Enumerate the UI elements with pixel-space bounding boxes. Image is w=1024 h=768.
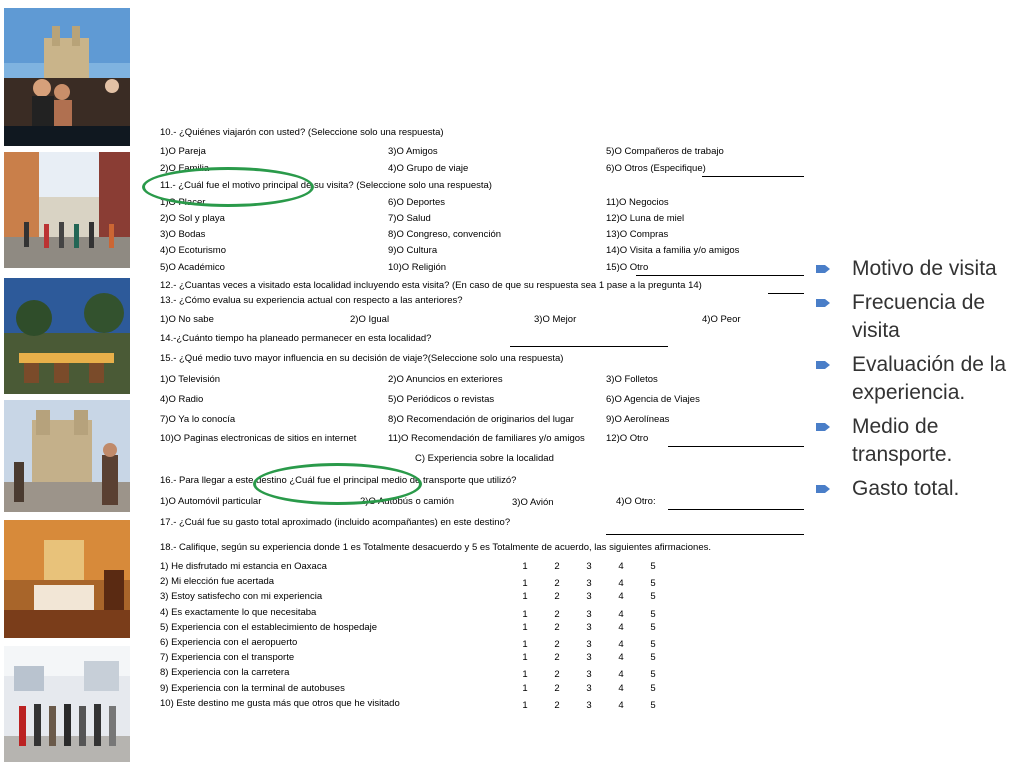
- rating-scale-value: 1: [522, 591, 528, 603]
- rating-row: [160, 682, 656, 695]
- rating-scale-value: 1: [522, 669, 528, 681]
- rating-scale-value: 5: [650, 639, 656, 650]
- rating-statement: 6) Experiencia con el aeropuerto: [160, 637, 298, 648]
- q11-option: 13)O Compras: [606, 229, 669, 240]
- q10-option: 1)O Pareja: [160, 146, 206, 157]
- rating-statement: 3) Estoy satisfecho con mi experiencia: [160, 591, 323, 603]
- q10-option: 3)O Amigos: [388, 146, 438, 157]
- q17-answer-line: [606, 534, 804, 535]
- q15-option: 2)O Anuncios en exteriores: [388, 374, 503, 385]
- rating-scale-value: 1: [522, 699, 528, 711]
- rating-scale-value: 2: [554, 682, 560, 694]
- rating-scale-value: 4: [618, 591, 624, 603]
- rating-scale-value: 4: [618, 699, 624, 711]
- q15-option: 1)O Televisión: [160, 374, 221, 385]
- rating-scale-value: 1: [522, 578, 528, 590]
- arrow-bullet-icon: [816, 360, 830, 370]
- q16-answer-line: [668, 509, 804, 510]
- photo-cathedral-plaza: [4, 8, 130, 146]
- question-15: 15.- ¿Qué medio tuvo mayor influencia en su decisión de viaje?(Seleccione solo una respuesta): [160, 353, 564, 364]
- q11-option: 8)O Congreso, convención: [388, 229, 502, 240]
- rating-row: [160, 697, 656, 711]
- rating-row: [160, 606, 656, 620]
- q12-answer-line: [768, 293, 804, 294]
- rating-row: [160, 652, 656, 664]
- q10-option: 6)O Otros (Especifique): [606, 163, 706, 174]
- rating-scale-value: 3: [586, 639, 592, 650]
- q16-option: 3)O Avión: [512, 497, 554, 508]
- rating-scale-value: 5: [650, 591, 656, 603]
- rating-scale-value: 2: [554, 669, 560, 681]
- rating-statement: 7) Experiencia con el transporte: [160, 652, 295, 664]
- rating-scale-value: 5: [650, 699, 656, 711]
- q11-option: 1)O Placer: [160, 197, 206, 208]
- question-13: 13.- ¿Cómo evalua su experiencia actual con respecto a las anteriores?: [160, 295, 463, 306]
- rating-scale-value: 1: [522, 639, 528, 650]
- bullet-text: Gasto total.: [852, 477, 960, 500]
- rating-scale-value: 1: [522, 561, 528, 572]
- bullet-text: Frecuencia de visita: [852, 291, 986, 342]
- survey-form: [160, 126, 820, 726]
- rating-scale-value: 5: [650, 682, 656, 694]
- rating-scale-value: 4: [618, 652, 624, 664]
- arrow-bullet-icon: [816, 264, 830, 274]
- q15-option: 3)O Folletos: [606, 374, 658, 385]
- question-11: 11.- ¿Cuál fue el motivo principal de su visita? (Seleccione solo una respuesta): [160, 180, 492, 191]
- rating-row: [160, 561, 656, 573]
- rating-statement: 1) He disfrutado mi estancia en Oaxaca: [160, 561, 327, 572]
- rating-scale-value: 2: [554, 621, 560, 633]
- q11-option: 2)O Sol y playa: [160, 213, 225, 224]
- rating-scale-value: 2: [554, 608, 560, 620]
- photo-airport: [4, 646, 130, 762]
- rating-row: [160, 637, 656, 650]
- rating-scale-value: 3: [586, 682, 592, 694]
- rating-scale-value: 5: [650, 652, 656, 664]
- question-16: 16.- Para llegar a este destino ¿Cuál fue el principal medio de transporte que utilizó?: [160, 475, 517, 486]
- rating-scale-value: 3: [586, 621, 592, 633]
- photo-hotel-room: [4, 520, 130, 638]
- rating-scale-value: 4: [618, 621, 624, 633]
- rating-scale-value: 3: [586, 699, 592, 711]
- q11-option: 15)O Otro: [606, 262, 649, 273]
- rating-row: [160, 667, 656, 681]
- rating-scale-value: 4: [618, 561, 624, 572]
- rating-scale-value: 2: [554, 591, 560, 603]
- q11-option: 11)O Negocios: [606, 197, 669, 208]
- rating-statement: 2) Mi elección fue acertada: [160, 576, 275, 588]
- q15-option: 10)O Paginas electronicas de sitios en internet: [160, 433, 357, 444]
- photo-church: [4, 400, 130, 512]
- rating-statement: 10) Este destino me gusta más que otros que he visitado: [160, 697, 400, 709]
- bullet-text: Motivo de visita: [852, 257, 997, 280]
- rating-scale-value: 4: [618, 669, 624, 681]
- q11-highlight-oval: [142, 167, 314, 207]
- rating-scale-value: 3: [586, 561, 592, 572]
- rating-scale-value: 5: [650, 608, 656, 620]
- rating-scale-value: 4: [618, 608, 624, 620]
- q11-option: 9)O Cultura: [388, 245, 438, 256]
- q15-option: 9)O Aerolíneas: [606, 414, 670, 425]
- rating-statement: 5) Experiencia con el establecimiento de hospedaje: [160, 621, 378, 633]
- rating-scale-value: 3: [586, 578, 592, 590]
- q15-option: 12)O Otro: [606, 433, 649, 444]
- rating-row: [160, 591, 656, 603]
- rating-scale-value: 4: [618, 639, 624, 650]
- q10-option: 2)O Familia: [160, 163, 210, 174]
- q16-highlight-oval: [253, 463, 422, 505]
- rating-scale-value: 2: [554, 699, 560, 711]
- q13-option: 2)O Igual: [350, 314, 390, 325]
- rating-row: [160, 576, 656, 590]
- rating-scale-value: 2: [554, 639, 560, 650]
- photo-strip: [0, 0, 133, 768]
- rating-scale-value: 2: [554, 578, 560, 590]
- rating-scale-value: 2: [554, 652, 560, 664]
- q15-answer-line: [668, 446, 804, 447]
- q16-option: 4)O Otro:: [616, 496, 656, 507]
- rating-row: [160, 621, 656, 634]
- rating-statement: 9) Experiencia con la terminal de autobuses: [160, 682, 345, 694]
- q11-option: 10)O Religión: [388, 262, 447, 273]
- section-c-heading: C) Experiencia sobre la localidad: [415, 453, 554, 464]
- bullet-motivo: [812, 255, 1024, 283]
- bullet-gasto: [812, 475, 1024, 503]
- q13-option: 3)O Mejor: [534, 314, 577, 325]
- q11-option: 4)O Ecoturismo: [160, 245, 226, 256]
- q16-option: 1)O Automóvil particular: [160, 496, 262, 507]
- bullet-text: Evaluación de la experiencia.: [852, 353, 1007, 404]
- photo-terrace: [4, 278, 130, 394]
- rating-scale-value: 5: [650, 621, 656, 633]
- rating-scale-value: 1: [522, 682, 528, 694]
- q15-option: 4)O Radio: [160, 394, 204, 405]
- question-14: 14.-¿Cuánto tiempo ha planeado permanecer en esta localidad?: [160, 333, 432, 344]
- bullet-transporte: [812, 413, 1024, 469]
- bullet-text: Medio de transporte.: [852, 415, 953, 466]
- q11-option: 14)O Visita a familia y/o amigos: [606, 245, 740, 256]
- q15-option: 6)O Agencia de Viajes: [606, 394, 700, 405]
- q11-option: 6)O Deportes: [388, 197, 446, 208]
- rating-scale-value: 1: [522, 608, 528, 620]
- rating-scale-value: 5: [650, 669, 656, 681]
- q13-option: 1)O No sabe: [160, 314, 214, 325]
- arrow-bullet-icon: [816, 298, 830, 308]
- q10-option: 4)O Grupo de viaje: [388, 163, 469, 174]
- rating-scale-value: 1: [522, 621, 528, 633]
- bullet-frecuencia: [812, 289, 1024, 345]
- arrow-bullet-icon: [816, 422, 830, 432]
- question-12: 12.- ¿Cuantas veces a visitado esta localidad incluyendo esta visita? (En caso de que su respuesta sea 1 pase a la pregunta 14): [160, 280, 702, 291]
- q15-option: 8)O Recomendación de originarios del lugar: [388, 414, 574, 425]
- rating-scale-value: 5: [650, 578, 656, 590]
- q11-option: 3)O Bodas: [160, 229, 206, 240]
- photo-street: [4, 152, 130, 268]
- bullet-evaluacion: [812, 351, 1024, 407]
- rating-scale-value: 3: [586, 669, 592, 681]
- q14-answer-line: [510, 346, 668, 347]
- rating-scale-value: 3: [586, 652, 592, 664]
- question-18: 18.- Califique, según su experiencia donde 1 es Totalmente desacuerdo y 5 es Totalmente de acuerdo, las siguientes afirmaciones.: [160, 542, 711, 553]
- rating-statement: 8) Experiencia con la carretera: [160, 667, 290, 679]
- q13-option: 4)O Peor: [702, 314, 741, 325]
- rating-statement: 4) Es exactamente lo que necesitaba: [160, 606, 317, 618]
- summary-bullet-list: [812, 255, 1024, 509]
- q16-option: 2)O Autobús o camión: [360, 496, 454, 507]
- question-17: 17.- ¿Cuál fue su gasto total aproximado (incluido acompañantes) en este destino?: [160, 517, 511, 528]
- rating-scale-value: 3: [586, 608, 592, 620]
- arrow-bullet-icon: [816, 484, 830, 494]
- q11-option: 5)O Académico: [160, 262, 225, 273]
- q11-option: 7)O Salud: [388, 213, 431, 224]
- q15-option: 11)O Recomendación de familiares y/o amigos: [388, 433, 585, 444]
- rating-scale-value: 2: [554, 561, 560, 572]
- q10-option: 5)O Compañeros de trabajo: [606, 146, 724, 157]
- q10-answer-line: [702, 176, 804, 177]
- rating-scale-value: 5: [650, 561, 656, 572]
- q15-option: 5)O Periódicos o revistas: [388, 394, 495, 405]
- q11-option: 12)O Luna de miel: [606, 213, 685, 224]
- q11-answer-line: [636, 275, 804, 276]
- question-10: 10.- ¿Quiénes viajarón con usted? (Seleccione solo una respuesta): [160, 127, 444, 138]
- rating-scale-value: 4: [618, 578, 624, 590]
- q15-option: 7)O Ya lo conocía: [160, 414, 236, 425]
- rating-scale-value: 3: [586, 591, 592, 603]
- rating-scale-value: 4: [618, 682, 624, 694]
- rating-scale-value: 1: [522, 652, 528, 664]
